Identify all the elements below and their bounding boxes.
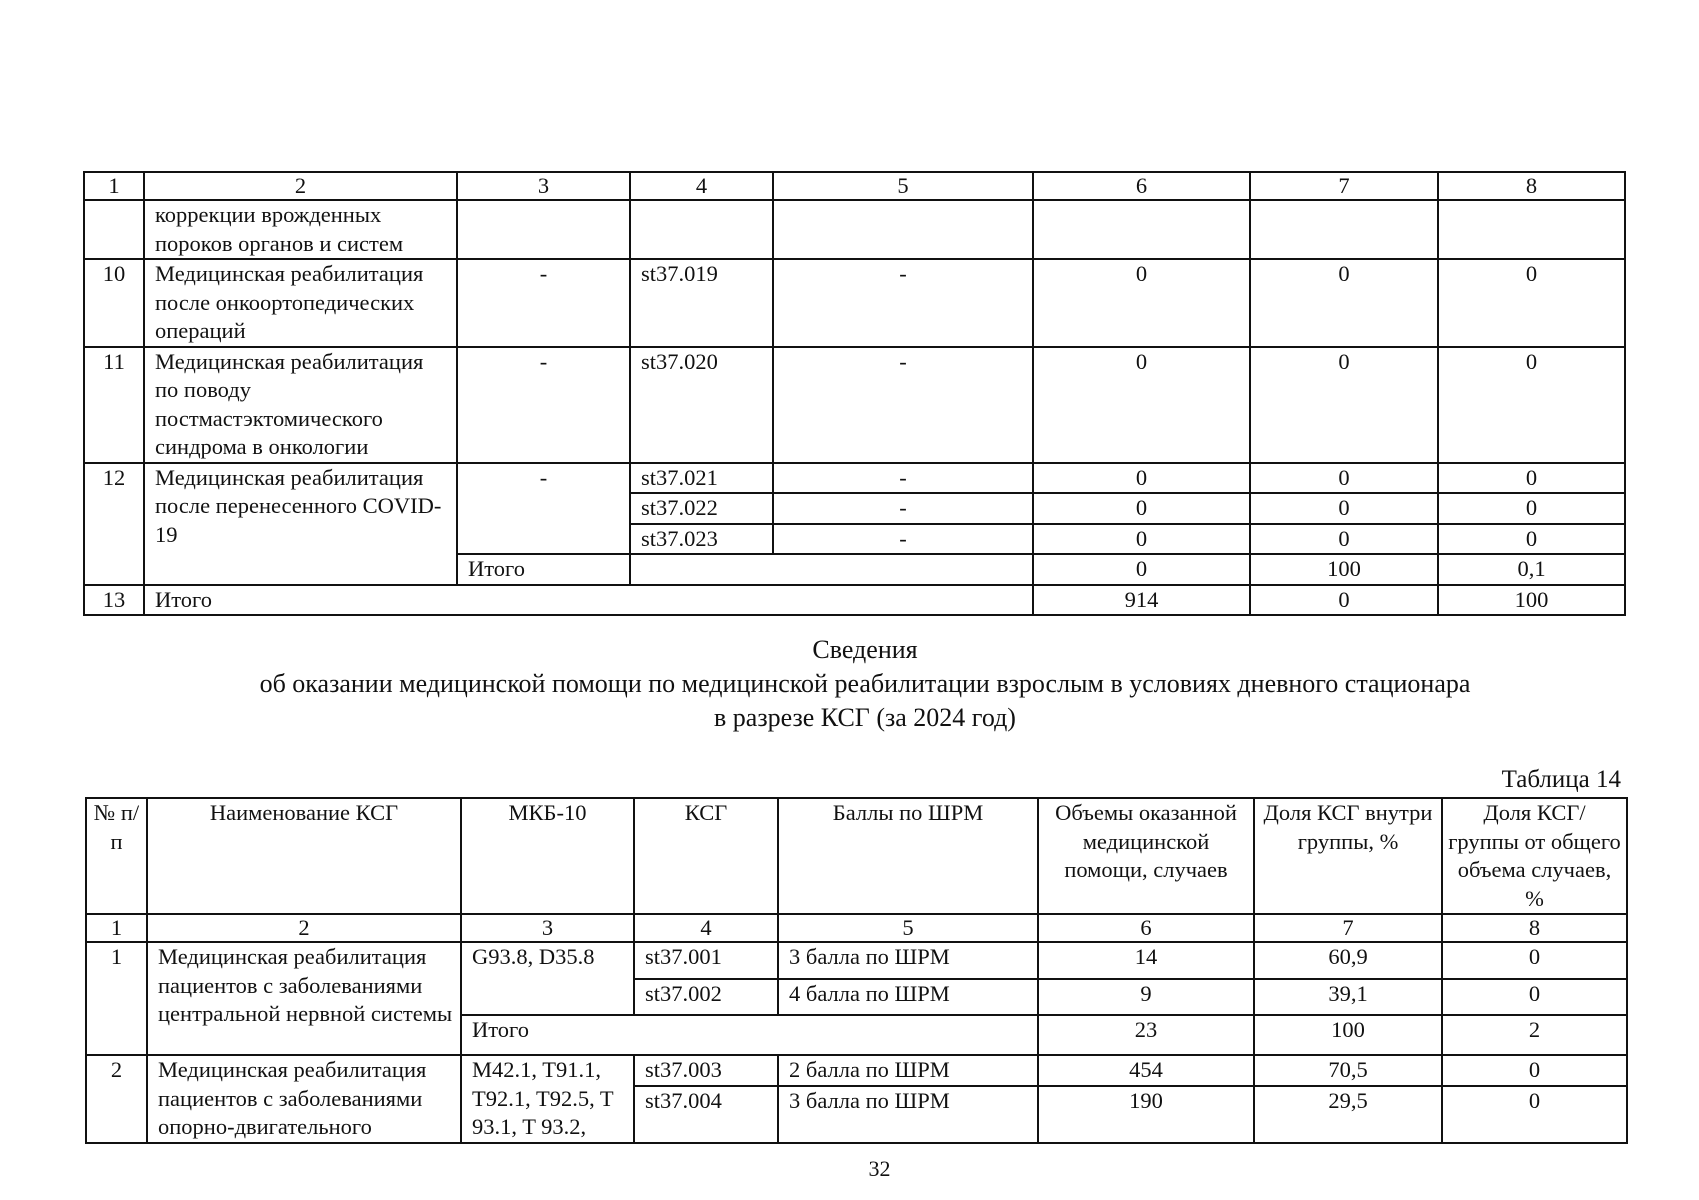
points-cell: - — [773, 259, 1033, 347]
mkb-cell: - — [457, 347, 630, 463]
volume-cell: 0 — [1033, 524, 1250, 555]
ksg-cell: st37.021 — [630, 463, 773, 494]
ksg-name-cell: Медицинская реабилитация по поводу постмастэктомического синдрома в онкологии — [144, 347, 457, 463]
total-row — [84, 585, 1625, 616]
table-row — [84, 347, 1625, 463]
points-cell: - — [773, 493, 1033, 524]
subtotal-empty-cell — [630, 554, 1033, 585]
continued-table — [83, 171, 1626, 616]
column-number: 5 — [778, 914, 1038, 942]
row-number-cell: 13 — [84, 585, 144, 616]
volume-cell: 0 — [1033, 554, 1250, 585]
column-number: 6 — [1033, 172, 1250, 200]
points-cell: - — [773, 524, 1033, 555]
share-total-cell: 0 — [1438, 259, 1625, 347]
share-in-group-cell: 70,5 — [1254, 1055, 1442, 1086]
points-cell: 4 балла по ШРМ — [778, 979, 1038, 1015]
volume-cell: 0 — [1033, 463, 1250, 494]
column-number-row — [86, 914, 1627, 942]
share-total-cell: 0 — [1438, 347, 1625, 463]
share-total-cell: 0 — [1438, 524, 1625, 555]
share-total-cell: 0 — [1442, 1055, 1627, 1086]
ksg-cell: st37.022 — [630, 493, 773, 524]
mkb-cell — [457, 200, 630, 259]
share-total-cell: 0,1 — [1438, 554, 1625, 585]
mkb-cell: M42.1, T91.1, T92.1, T92.5, T 93.1, T 93.2, — [461, 1055, 634, 1143]
share-in-group-cell: 100 — [1250, 554, 1438, 585]
volume-cell: 190 — [1038, 1086, 1254, 1143]
row-number-cell — [84, 200, 144, 259]
share-total-cell: 0 — [1442, 1086, 1627, 1143]
volume-cell: 0 — [1033, 347, 1250, 463]
ksg-name-cell: Медицинская реабилитация после перенесенного COVID-19 — [144, 463, 457, 585]
column-number: 4 — [634, 914, 778, 942]
row-number-cell: 11 — [84, 347, 144, 463]
row-number-cell: 2 — [86, 1055, 147, 1143]
column-number: 3 — [457, 172, 630, 200]
share-total-cell: 0 — [1442, 942, 1627, 979]
share-total-cell: 100 — [1438, 585, 1625, 616]
mkb-cell: G93.8, D35.8 — [461, 942, 634, 1015]
ksg-cell: st37.019 — [630, 259, 773, 347]
table-row — [84, 200, 1625, 259]
column-number: 1 — [84, 172, 144, 200]
column-number: 8 — [1438, 172, 1625, 200]
mkb-cell: - — [457, 259, 630, 347]
points-cell: 2 балла по ШРМ — [778, 1055, 1038, 1086]
share-total-cell: 0 — [1442, 979, 1627, 1015]
ksg-cell: st37.023 — [630, 524, 773, 555]
volume-cell: 23 — [1038, 1015, 1254, 1055]
ksg-name-cell: Медицинская реабилитация пациентов с заболеваниями центральной нервной системы — [147, 942, 461, 1055]
section-heading-subtitle: об оказании медицинской помощи по медицинской реабилитации взрослым в условиях дневного стационара — [259, 669, 1471, 698]
page-number: 32 — [868, 1156, 891, 1181]
ksg-cell: st37.001 — [634, 942, 778, 979]
ksg-cell: st37.002 — [634, 979, 778, 1015]
points-cell: - — [773, 463, 1033, 494]
column-number: 1 — [86, 914, 147, 942]
ksg-cell: st37.004 — [634, 1086, 778, 1143]
volume-cell: 9 — [1038, 979, 1254, 1015]
table-row — [84, 259, 1625, 347]
row-number-cell: 1 — [86, 942, 147, 1055]
column-number: 6 — [1038, 914, 1254, 942]
volume-cell — [1033, 200, 1250, 259]
ksg-cell — [630, 200, 773, 259]
share-total-cell: 0 — [1438, 463, 1625, 494]
table-row — [86, 942, 1627, 979]
points-cell: - — [773, 347, 1033, 463]
subtotal-label: Итого — [461, 1015, 1038, 1055]
header-points: Баллы по ШРМ — [778, 798, 1038, 914]
share-in-group-cell: 0 — [1250, 347, 1438, 463]
volume-cell: 14 — [1038, 942, 1254, 979]
header-ksg: КСГ — [634, 798, 778, 914]
column-number: 3 — [461, 914, 634, 942]
subtotal-label: Итого — [457, 554, 630, 585]
volume-cell: 914 — [1033, 585, 1250, 616]
share-in-group-cell: 29,5 — [1254, 1086, 1442, 1143]
header-name: Наименование КСГ — [147, 798, 461, 914]
section-heading-title: Сведения — [812, 635, 918, 664]
ksg-name-cell: Медицинская реабилитация после онкоортопедических операций — [144, 259, 457, 347]
points-cell: 3 балла по ШРМ — [778, 1086, 1038, 1143]
column-number: 7 — [1250, 172, 1438, 200]
header-row — [86, 798, 1627, 914]
table-14 — [85, 797, 1628, 1144]
ksg-cell: st37.020 — [630, 347, 773, 463]
column-number-row — [84, 172, 1625, 200]
header-mkb: МКБ-10 — [461, 798, 634, 914]
share-total-cell: 2 — [1442, 1015, 1627, 1055]
share-total-cell: 0 — [1438, 493, 1625, 524]
table-row — [86, 1055, 1627, 1086]
points-cell: 3 балла по ШРМ — [778, 942, 1038, 979]
table-row — [84, 463, 1625, 494]
table-label: Таблица 14 — [1501, 766, 1621, 793]
volume-cell: 454 — [1038, 1055, 1254, 1086]
column-number: 4 — [630, 172, 773, 200]
share-in-group-cell: 0 — [1250, 259, 1438, 347]
header-num: № п/п — [86, 798, 147, 914]
ksg-name-cell: Медицинская реабилитация пациентов с заболеваниями опорно-двигательного — [147, 1055, 461, 1143]
total-label: Итого — [144, 585, 1033, 616]
header-share-in-group: Доля КСГ внутри группы, % — [1254, 798, 1442, 914]
column-number: 5 — [773, 172, 1033, 200]
volume-cell: 0 — [1033, 259, 1250, 347]
ksg-cell: st37.003 — [634, 1055, 778, 1086]
share-in-group-cell: 0 — [1250, 493, 1438, 524]
share-in-group-cell: 100 — [1254, 1015, 1442, 1055]
share-in-group-cell: 0 — [1250, 463, 1438, 494]
volume-cell: 0 — [1033, 493, 1250, 524]
share-in-group-cell: 60,9 — [1254, 942, 1442, 979]
share-in-group-cell: 0 — [1250, 524, 1438, 555]
ksg-name-cell: коррекции врожденных пороков органов и систем — [144, 200, 457, 259]
section-heading-subtitle: в разрезе КСГ (за 2024 год) — [714, 703, 1016, 732]
column-number: 2 — [147, 914, 461, 942]
points-cell — [773, 200, 1033, 259]
row-number-cell: 12 — [84, 463, 144, 585]
row-number-cell: 10 — [84, 259, 144, 347]
share-in-group-cell: 0 — [1250, 585, 1438, 616]
share-in-group-cell — [1250, 200, 1438, 259]
share-total-cell — [1438, 200, 1625, 259]
column-number: 8 — [1442, 914, 1627, 942]
mkb-cell: - — [457, 463, 630, 555]
header-volume: Объемы оказанной медицинской помощи, случаев — [1038, 798, 1254, 914]
column-number: 7 — [1254, 914, 1442, 942]
share-in-group-cell: 39,1 — [1254, 979, 1442, 1015]
header-share-total: Доля КСГ/ группы от общего объема случаев, % — [1442, 798, 1627, 914]
column-number: 2 — [144, 172, 457, 200]
